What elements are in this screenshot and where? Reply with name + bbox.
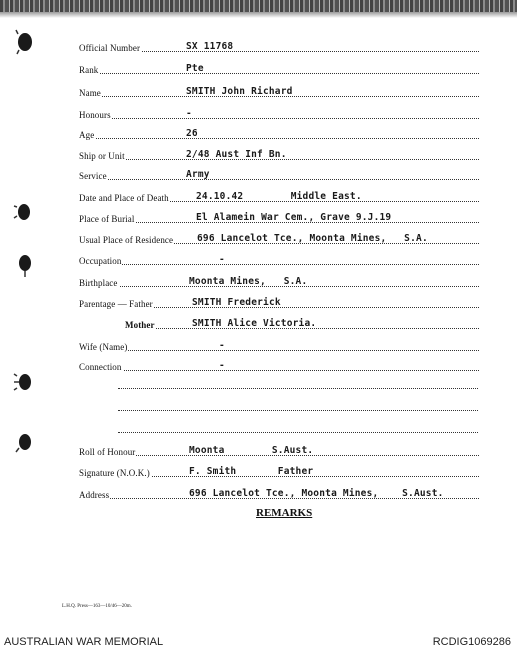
field-label: Official Number — [79, 43, 141, 53]
field-value: - — [186, 108, 192, 119]
field-value: 2/48 Aust Inf Bn. — [186, 149, 287, 160]
field-value: SMITH John Richard — [186, 86, 293, 97]
field-service — [79, 167, 479, 183]
field-value: 696 Lancelot Tce., Moonta Mines, S.A. — [197, 233, 428, 244]
field-connection — [79, 358, 479, 374]
blank-line — [118, 432, 478, 433]
field-label: Honours — [79, 110, 111, 120]
field-value: Moonta S.Aust. — [189, 445, 314, 456]
field-value: 696 Lancelot Tce., Moonta Mines, S.Aust. — [189, 488, 444, 499]
field-place-of-burial — [79, 210, 479, 226]
field-value: - — [219, 254, 225, 265]
field-signature-nok — [79, 464, 479, 480]
field-value: 24.10.42 Middle East. — [196, 191, 362, 202]
field-value: Moonta Mines, S.A. — [189, 276, 308, 287]
field-label: Roll of Honour — [79, 447, 136, 457]
punch-hole-icon — [13, 428, 35, 456]
field-value: SX 11768 — [186, 41, 234, 52]
field-label: Birthplace — [79, 278, 118, 288]
field-birthplace — [79, 274, 479, 290]
field-value: - — [219, 340, 225, 351]
field-age — [79, 126, 479, 142]
field-date-place-of-death — [79, 189, 479, 205]
field-value: SMITH Frederick — [192, 297, 281, 308]
field-label: Usual Place of Residence — [79, 235, 174, 245]
field-label: Mother — [125, 320, 155, 330]
field-label: Occupation — [79, 256, 122, 266]
field-label: Address — [79, 490, 110, 500]
field-address — [79, 486, 479, 502]
field-rank — [79, 61, 479, 77]
punch-hole-icon — [13, 28, 35, 56]
field-value: Pte — [186, 63, 204, 74]
field-wife — [79, 338, 479, 354]
field-label: Date and Place of Death — [79, 193, 169, 203]
remarks-heading: REMARKS — [256, 507, 313, 519]
field-ship-or-unit — [79, 147, 479, 163]
field-occupation — [79, 252, 479, 268]
field-usual-residence — [79, 231, 479, 247]
field-value: El Alamein War Cem., Grave 9.J.19 — [196, 212, 392, 223]
archive-footer — [0, 632, 517, 654]
field-name — [79, 84, 479, 100]
field-label: Ship or Unit — [79, 151, 125, 161]
field-label: Connection — [79, 362, 122, 372]
field-official-number — [79, 39, 479, 55]
blank-line — [118, 410, 478, 411]
field-value: - — [219, 360, 225, 371]
field-label: Place of Burial — [79, 214, 135, 224]
scan-edge — [0, 0, 517, 12]
field-value: Army — [186, 169, 210, 180]
field-value: SMITH Alice Victoria. — [192, 318, 317, 329]
field-honours — [79, 106, 479, 122]
print-note: L.H.Q. Press—163—10/46—20m. — [62, 604, 132, 609]
blank-line — [118, 388, 478, 389]
field-label: Wife (Name) — [79, 342, 128, 352]
field-father — [79, 295, 479, 311]
record-id: RCDIG1069286 — [432, 636, 511, 648]
punch-hole-icon — [13, 198, 35, 226]
field-label: Rank — [79, 65, 99, 75]
field-label: Age — [79, 130, 95, 140]
field-value: F. Smith Father — [189, 466, 314, 477]
field-value: 26 — [186, 128, 198, 139]
field-mother — [79, 316, 479, 332]
field-label: Name — [79, 88, 101, 98]
archive-name: AUSTRALIAN WAR MEMORIAL — [4, 636, 164, 648]
field-label: Service — [79, 171, 107, 181]
field-label: Signature (N.O.K.) — [79, 468, 150, 478]
field-roll-of-honour — [79, 443, 479, 459]
punch-hole-icon — [13, 250, 35, 278]
punch-hole-icon — [13, 368, 35, 396]
field-label: Parentage — Father — [79, 299, 153, 309]
